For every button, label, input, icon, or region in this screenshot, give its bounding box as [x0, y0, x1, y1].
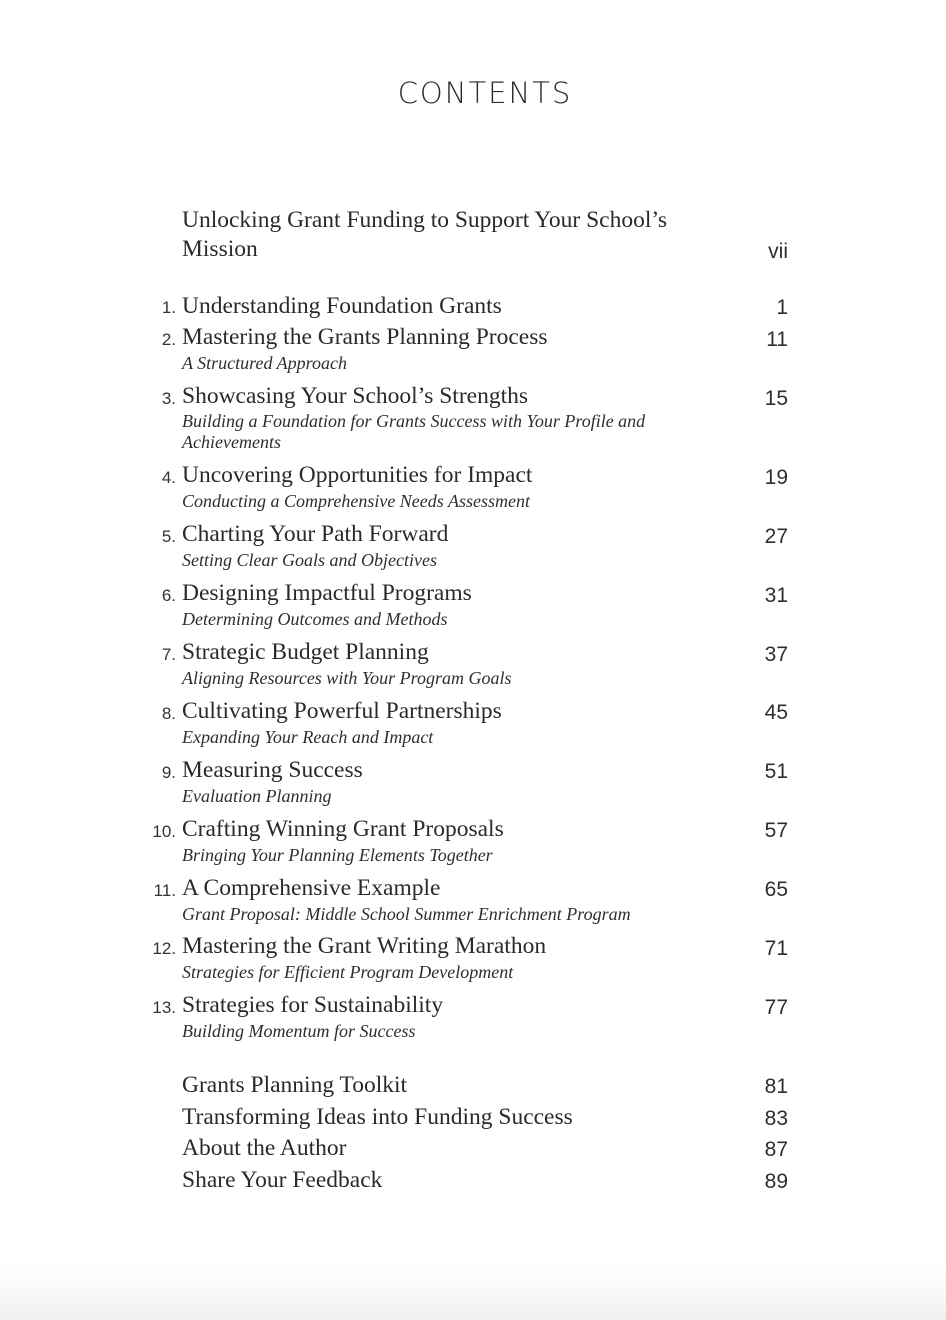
toc-page-number: 37: [764, 643, 788, 666]
toc-page-number: 81: [764, 1075, 788, 1098]
chapter-subtitle: Building a Foundation for Grants Success with Your Profile and: [182, 411, 646, 431]
chapter-number: 11.: [153, 881, 176, 900]
chapter-subtitle: Grant Proposal: Middle School Summer Enrichment Program: [182, 904, 631, 924]
chapter-number: 1.: [161, 298, 176, 317]
chapter-number: 9.: [161, 763, 176, 782]
chapter-subtitle: Evaluation Planning: [182, 786, 332, 806]
toc-page-number: 45: [764, 701, 788, 724]
toc-page-number: 87: [764, 1138, 788, 1161]
chapter-title: A Comprehensive Example: [182, 875, 441, 901]
toc-page-number: 31: [764, 584, 788, 607]
toc-page-number: vii: [768, 240, 788, 263]
toc-page-number: 51: [764, 760, 788, 783]
chapter-number: 5.: [161, 527, 176, 546]
chapter-subtitle: Determining Outcomes and Methods: [182, 609, 448, 629]
chapter-title: Measuring Success: [182, 757, 363, 783]
chapter-number: 10.: [152, 822, 176, 841]
chapter-title: Understanding Foundation Grants: [182, 293, 502, 319]
chapter-subtitle: Strategies for Efficient Program Development: [182, 962, 514, 982]
chapter-subtitle: Setting Clear Goals and Objectives: [182, 550, 437, 570]
toc-page-number: 11: [766, 328, 788, 351]
chapter-subtitle: Building Momentum for Success: [182, 1021, 416, 1041]
chapter-title: Crafting Winning Grant Proposals: [182, 816, 504, 842]
chapter-number: 7.: [161, 645, 176, 664]
chapter-number: 13.: [152, 998, 176, 1017]
chapter-title: Uncovering Opportunities for Impact: [182, 462, 533, 488]
chapter-number: 12.: [152, 939, 176, 958]
chapter-number: 6.: [161, 586, 176, 605]
chapter-subtitle: Aligning Resources with Your Program Goals: [182, 668, 512, 688]
chapter-title: Designing Impactful Programs: [182, 580, 472, 606]
toc-page-number: 19: [764, 466, 788, 489]
toc-page-number: 83: [764, 1107, 788, 1130]
chapter-title: Mastering the Grant Writing Marathon: [182, 933, 547, 959]
chapter-title: Strategies for Sustainability: [182, 992, 444, 1018]
chapter-number: 8.: [161, 704, 176, 723]
back-matter-title: Transforming Ideas into Funding Success: [182, 1104, 573, 1130]
back-matter-title: Grants Planning Toolkit: [182, 1072, 408, 1098]
chapter-title: Showcasing Your School’s Strengths: [182, 383, 529, 409]
toc-page-number: 89: [764, 1170, 788, 1193]
toc-heading: Unlocking Grant Funding to Support Your School’s: [182, 207, 668, 233]
chapter-number: 3.: [161, 389, 176, 408]
chapter-title: Mastering the Grants Planning Process: [182, 324, 548, 350]
toc-page-number: 27: [764, 525, 788, 548]
chapter-title: Charting Your Path Forward: [182, 521, 449, 547]
chapter-title: Cultivating Powerful Partnerships: [182, 698, 502, 724]
back-matter-title: About the Author: [182, 1135, 347, 1161]
chapter-subtitle: Bringing Your Planning Elements Together: [182, 845, 493, 865]
chapter-subtitle-continued: Achievements: [182, 432, 281, 452]
page-title: CONTENTS: [397, 76, 573, 110]
back-matter-title: Share Your Feedback: [182, 1167, 383, 1193]
toc-page-number: 65: [764, 878, 788, 901]
toc-page-number: 77: [764, 996, 788, 1019]
chapter-subtitle: Expanding Your Reach and Impact: [182, 727, 434, 747]
chapter-title: Strategic Budget Planning: [182, 639, 429, 665]
toc-page-number: 15: [764, 387, 788, 410]
toc-page-number: 71: [764, 937, 788, 960]
toc-page-number: 1: [776, 296, 788, 319]
chapter-subtitle: A Structured Approach: [182, 353, 347, 373]
toc-heading-continued: Mission: [182, 236, 258, 262]
chapter-subtitle: Conducting a Comprehensive Needs Assessment: [182, 491, 530, 511]
chapter-number: 4.: [161, 468, 176, 487]
chapter-number: 2.: [161, 330, 176, 349]
toc-page-number: 57: [764, 819, 788, 842]
